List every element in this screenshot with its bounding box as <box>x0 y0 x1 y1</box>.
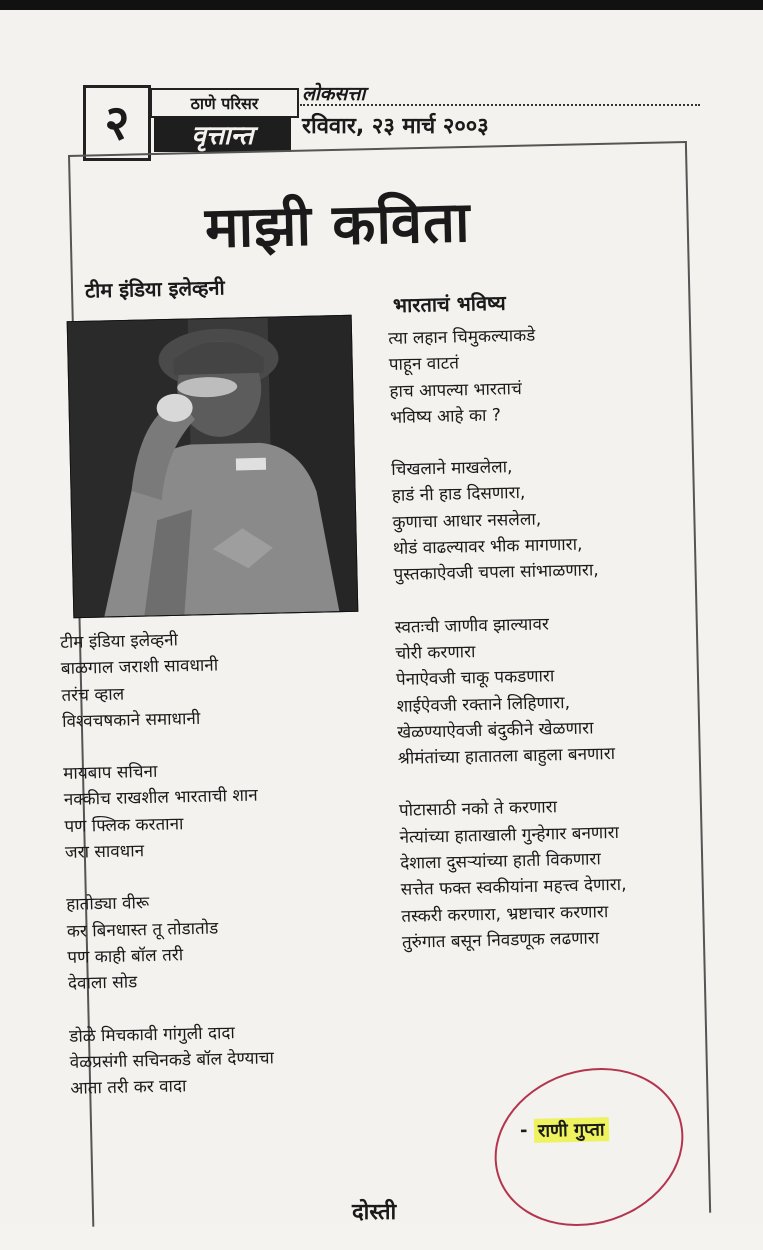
poem-left-line: जरा सावधान <box>64 841 145 864</box>
issue-date: रविवार, २३ मार्च २००३ <box>302 114 489 139</box>
poem-right-line: श्रीमंतांच्या हातातला बाहुला बनणारा <box>397 744 616 770</box>
top-edge-bar <box>0 0 763 10</box>
section-top-label: ठाणे परिसर <box>150 88 299 118</box>
poem-left-line: मायबाप सचिना <box>63 762 158 785</box>
poem-right-line: तुरुंगात बसून निवडणूक लढणारा <box>401 928 600 953</box>
poem-right-text <box>388 321 628 956</box>
author-dash: - <box>519 1119 528 1142</box>
poem-left-line: तरंच व्हाल <box>61 684 125 706</box>
poem-right-line: देशाला दुसऱ्यांच्या हाती विकणारा <box>399 849 602 874</box>
poem-right-line: स्वतःची जाणीव झाल्यावर <box>394 614 550 638</box>
poem-left-line: आता तरी कर वादा <box>70 1076 187 1100</box>
poem-left-text <box>60 625 275 1102</box>
poem-left-line: वेळप्रसंगी सचिनकडे बॉल देण्याचा <box>69 1048 275 1073</box>
poem-right-line: चोरी करणारा <box>395 642 476 664</box>
poem-left-line: पण काही बॉल तरी <box>67 945 184 968</box>
cricketer-photo <box>67 315 359 618</box>
next-poem-title: दोस्ती <box>352 1200 397 1225</box>
poem-right-line: नेत्यांच्या हाताखाली गुन्हेगार बनणारा <box>399 822 620 848</box>
poem-right-line: शाईऐवजी रक्ताने लिहिणारा, <box>396 692 571 717</box>
poem-left-title: टीम इंडिया इलेव्हनी <box>84 275 225 303</box>
poem-left-line: नक्कीच राखशील भारताची शान <box>63 786 258 811</box>
poem-right-line: सत्तेत फक्त स्वकीयांना महत्त्व देणारा, <box>400 875 627 901</box>
poem-right-line: हाच आपल्या भारताचं <box>389 378 522 402</box>
page-headline: माझी कविता <box>204 189 472 262</box>
poem-left-line: हातोड्या वीरू <box>66 893 150 916</box>
poem-right-title: भारताचं भविष्य <box>392 290 507 318</box>
poem-author: राणी गुप्ता <box>534 1117 609 1143</box>
poem-right-line: भविष्य आहे का ? <box>389 405 502 428</box>
poem-right-line: थोडं वाढल्यावर भीक मागणारा, <box>392 534 583 560</box>
header-rule <box>300 104 700 106</box>
poem-left-line: देवाला सोड <box>67 972 138 995</box>
poem-left-line: टीम इंडिया इलेव्हनी <box>60 630 179 653</box>
poem-right-line: खेळण्याऐवजी बंदुकीने खेळणारा <box>397 718 594 743</box>
cricketer-photo-image <box>68 316 358 617</box>
poem-right-line: कुणाचा आधार नसलेला, <box>392 509 542 533</box>
section-masthead <box>150 88 295 160</box>
poem-right-line: त्या लहान चिमुकल्याकडे <box>388 325 536 349</box>
page-number-box: २ <box>83 85 151 161</box>
poem-right-line: पुस्तकाऐवजी चपला सांभाळणारा, <box>393 560 599 586</box>
section-name: वृत्तान्त <box>154 116 291 152</box>
poem-left-line: विश्वचषकाने समाधानी <box>61 708 201 732</box>
poem-left-line: पण फ्लिक करताना <box>64 814 184 837</box>
poem-right-line: चिखलाने माखलेला, <box>391 457 513 481</box>
poem-right-line: पेनाऐवजी चाकू पकडणारा <box>395 666 555 691</box>
poem-right-line: हाडं नी हाड दिसणारा, <box>391 483 526 507</box>
poem-right-line: पाहून वाटतं <box>388 353 460 376</box>
poem-right-line: पोटासाठी नको ते करणारा <box>398 797 558 822</box>
poem-right-line: तस्करी करणारा, भ्रष्टाचार करणारा <box>401 901 609 927</box>
newspaper-name: लोकसत्ता <box>302 83 366 105</box>
poem-left-line: कर बिनधास्त तू तोडातोड <box>66 918 219 942</box>
poem-left-line: बाळगाल जराशी सावधानी <box>60 655 219 680</box>
poem-left-line: डोळे मिचकावी गांगुली दादा <box>68 1022 236 1047</box>
